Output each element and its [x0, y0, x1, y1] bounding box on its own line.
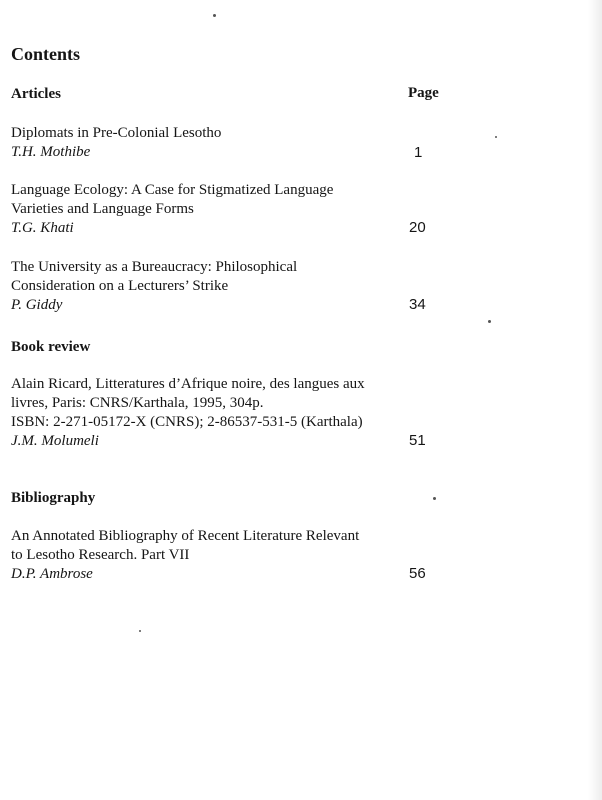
toc-entry-2 — [11, 181, 431, 238]
entry-author: J.M. Molumeli — [11, 433, 99, 449]
scan-speck — [495, 136, 497, 138]
entry-title-line: Consideration on a Lecturers’ Strike — [11, 278, 229, 294]
entry-title-line: The University as a Bureaucracy: Philosophical — [11, 259, 298, 275]
entry-title-line: livres, Paris: CNRS/Karthala, 1995, 304p. — [11, 395, 264, 411]
page-column-heading: Page — [408, 85, 439, 101]
entry-title-line: Language Ecology: A Case for Stigmatized Language — [11, 182, 334, 198]
section-heading-bibliography: Bibliography — [11, 490, 96, 506]
toc-entry-3 — [11, 258, 431, 315]
scan-speck — [213, 14, 216, 17]
entry-title-line: An Annotated Bibliography of Recent Literature Relevant — [11, 528, 360, 544]
entry-title-line: Diplomats in Pre-Colonial Lesotho — [11, 125, 222, 141]
entry-page-number: 1 — [414, 144, 423, 161]
toc-entry-4 — [11, 375, 431, 451]
scan-speck — [139, 630, 141, 632]
entry-page-number: 51 — [409, 432, 426, 449]
toc-entry-5 — [11, 527, 431, 584]
entry-title-line: Varieties and Language Forms — [11, 201, 194, 217]
section-heading-articles: Articles — [11, 86, 61, 102]
scan-speck — [488, 320, 491, 323]
entry-page-number: 34 — [409, 296, 426, 313]
scan-speck — [433, 497, 436, 500]
entry-author: D.P. Ambrose — [11, 566, 93, 582]
entry-page-number: 56 — [409, 565, 426, 582]
section-heading-book-review: Book review — [11, 339, 91, 355]
page-title: Contents — [11, 44, 81, 64]
entry-page-number: 20 — [409, 219, 426, 236]
entry-author: T.H. Mothibe — [11, 144, 91, 160]
entry-title-line: to Lesotho Research. Part VII — [11, 547, 190, 563]
entry-title-line: Alain Ricard, Litteratures d’Afrique noire, des langues aux — [11, 376, 365, 392]
entry-author: P. Giddy — [11, 297, 63, 313]
toc-entry-1 — [11, 124, 431, 162]
scan-edge-shadow — [588, 0, 602, 800]
entry-author: T.G. Khati — [11, 220, 74, 236]
entry-title-line: ISBN: 2-271-05172-X (CNRS); 2-86537-531-5 (Karthala) — [11, 414, 363, 430]
